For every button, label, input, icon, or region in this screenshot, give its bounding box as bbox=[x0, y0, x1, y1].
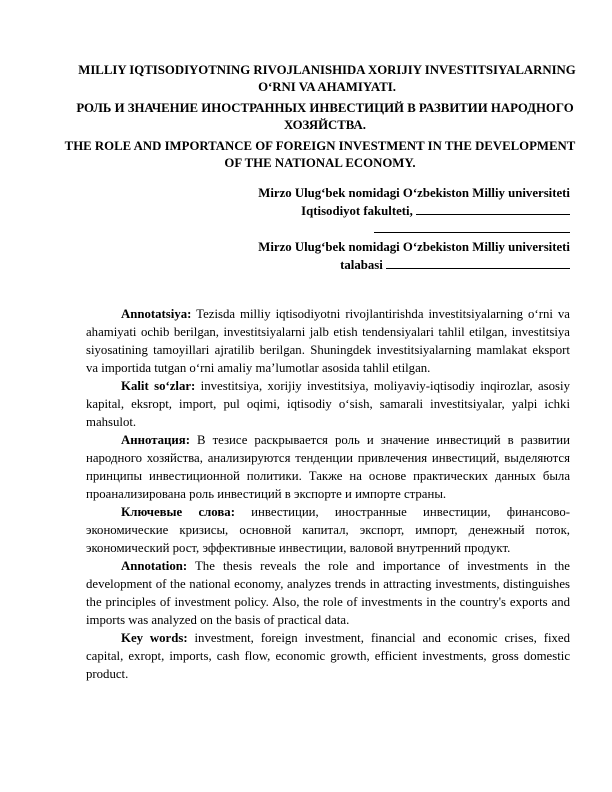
keywords-ru-text: инвестиции, иностранные инвестиции, финансово-экономические кризисы, основной капитал, экспорт, импорт, денежный поток, экономический рост, эффективные инвестиции, валовой внутренний продукт. bbox=[86, 505, 570, 555]
title-english: THE ROLE AND IMPORTANCE OF FOREIGN INVESTMENT IN THE DEVELOPMENT OF THE NATIONAL ECONOMY. bbox=[64, 139, 576, 170]
title-block bbox=[60, 62, 580, 171]
annotation-ru-label: Аннотация: bbox=[121, 433, 190, 447]
keywords-en-label: Key words: bbox=[121, 631, 188, 645]
abstract-body bbox=[86, 305, 570, 683]
keywords-en-paragraph bbox=[86, 629, 570, 683]
keywords-uz-paragraph bbox=[86, 377, 570, 431]
annotation-en-paragraph bbox=[86, 557, 570, 629]
keywords-uz-text: investitsiya, xorijiy investitsiya, moliyaviy-iqtisodiy inqirozlar, asosiy kapital, eksropt, import, pul oqimi, iqtisodiy o‘sish, samarali investitsiyalar, yalpi ichki mahsulot. bbox=[86, 379, 570, 429]
keywords-ru-paragraph bbox=[86, 503, 570, 557]
annotation-uz-label: Annotatsiya: bbox=[121, 307, 192, 321]
annotation-uz-paragraph bbox=[86, 305, 570, 377]
author-affiliation-1: Mirzo Ulug‘bek nomidagi O‘zbekiston Milliy universiteti bbox=[258, 186, 570, 200]
keywords-ru-label: Ключевые слова: bbox=[121, 505, 235, 519]
author-affiliation-2: Mirzo Ulug‘bek nomidagi O‘zbekiston Milliy universiteti bbox=[258, 240, 570, 254]
author-student: talabasi bbox=[340, 258, 383, 272]
faculty-blank-line bbox=[416, 202, 570, 215]
keywords-uz-label: Kalit so‘zlar: bbox=[121, 379, 196, 393]
title-russian: РОЛЬ И ЗНАЧЕНИЕ ИНОСТРАННЫХ ИНВЕСТИЦИЙ В РАЗВИТИИ НАРОДНОГО ХОЗЯЙСТВА. bbox=[76, 101, 574, 132]
author-faculty-line bbox=[170, 202, 570, 220]
annotation-en-label: Annotation: bbox=[121, 559, 188, 573]
author-faculty: Iqtisodiyot fakulteti, bbox=[301, 204, 413, 218]
keywords-en-text: investment, foreign investment, financial and economic crises, fixed capital, exropt, imports, cash flow, economic growth, efficient investments, gross domestic product. bbox=[86, 631, 570, 681]
author-block bbox=[170, 184, 570, 274]
student-blank-line bbox=[386, 256, 570, 269]
author-student-line bbox=[170, 256, 570, 274]
author-blank-line-row bbox=[170, 220, 570, 238]
annotation-uz-text: Tezisda milliy iqtisodiyotni rivojlantirishda investitsiyalarning o‘rni va ahamiyati ochib berilgan, investitsiyalarni jalb etish tendensiyalari tahlil etilgan, investitsiya siyosatining tamoyillari ajratilib berilgan. Shuningdek investitsiyalarning mamlakat eksport va importida tutgan o‘rni amaliy ma’lumotlar asosida tahlil etilgan. bbox=[86, 307, 570, 375]
annotation-ru-text: В тезисе раскрывается роль и значение инвестиций в развитии народного хозяйства, анализируются тенденции привлечения инвестиций, выделяются принципы инвестиционной политики. Также на основе практических данных была проанализирована роль инвестиций в экспорте и импорте страны. bbox=[86, 433, 570, 501]
annotation-en-text: The thesis reveals the role and importance of investments in the development of the national economy, analyzes trends in attracting investments, distinguishes the principles of investment policy. Also, the role of investments in the country's exports and imports was analyzed on the basis of practical data. bbox=[86, 559, 570, 627]
title-uzbek: MILLIY IQTISODIYOTNING RIVOJLANISHIDA XORIJIY INVESTITSIYALARNING O‘RNI VA AHAMIYATI. bbox=[78, 63, 576, 94]
author-blank-line bbox=[374, 220, 570, 233]
annotation-ru-paragraph bbox=[86, 431, 570, 503]
